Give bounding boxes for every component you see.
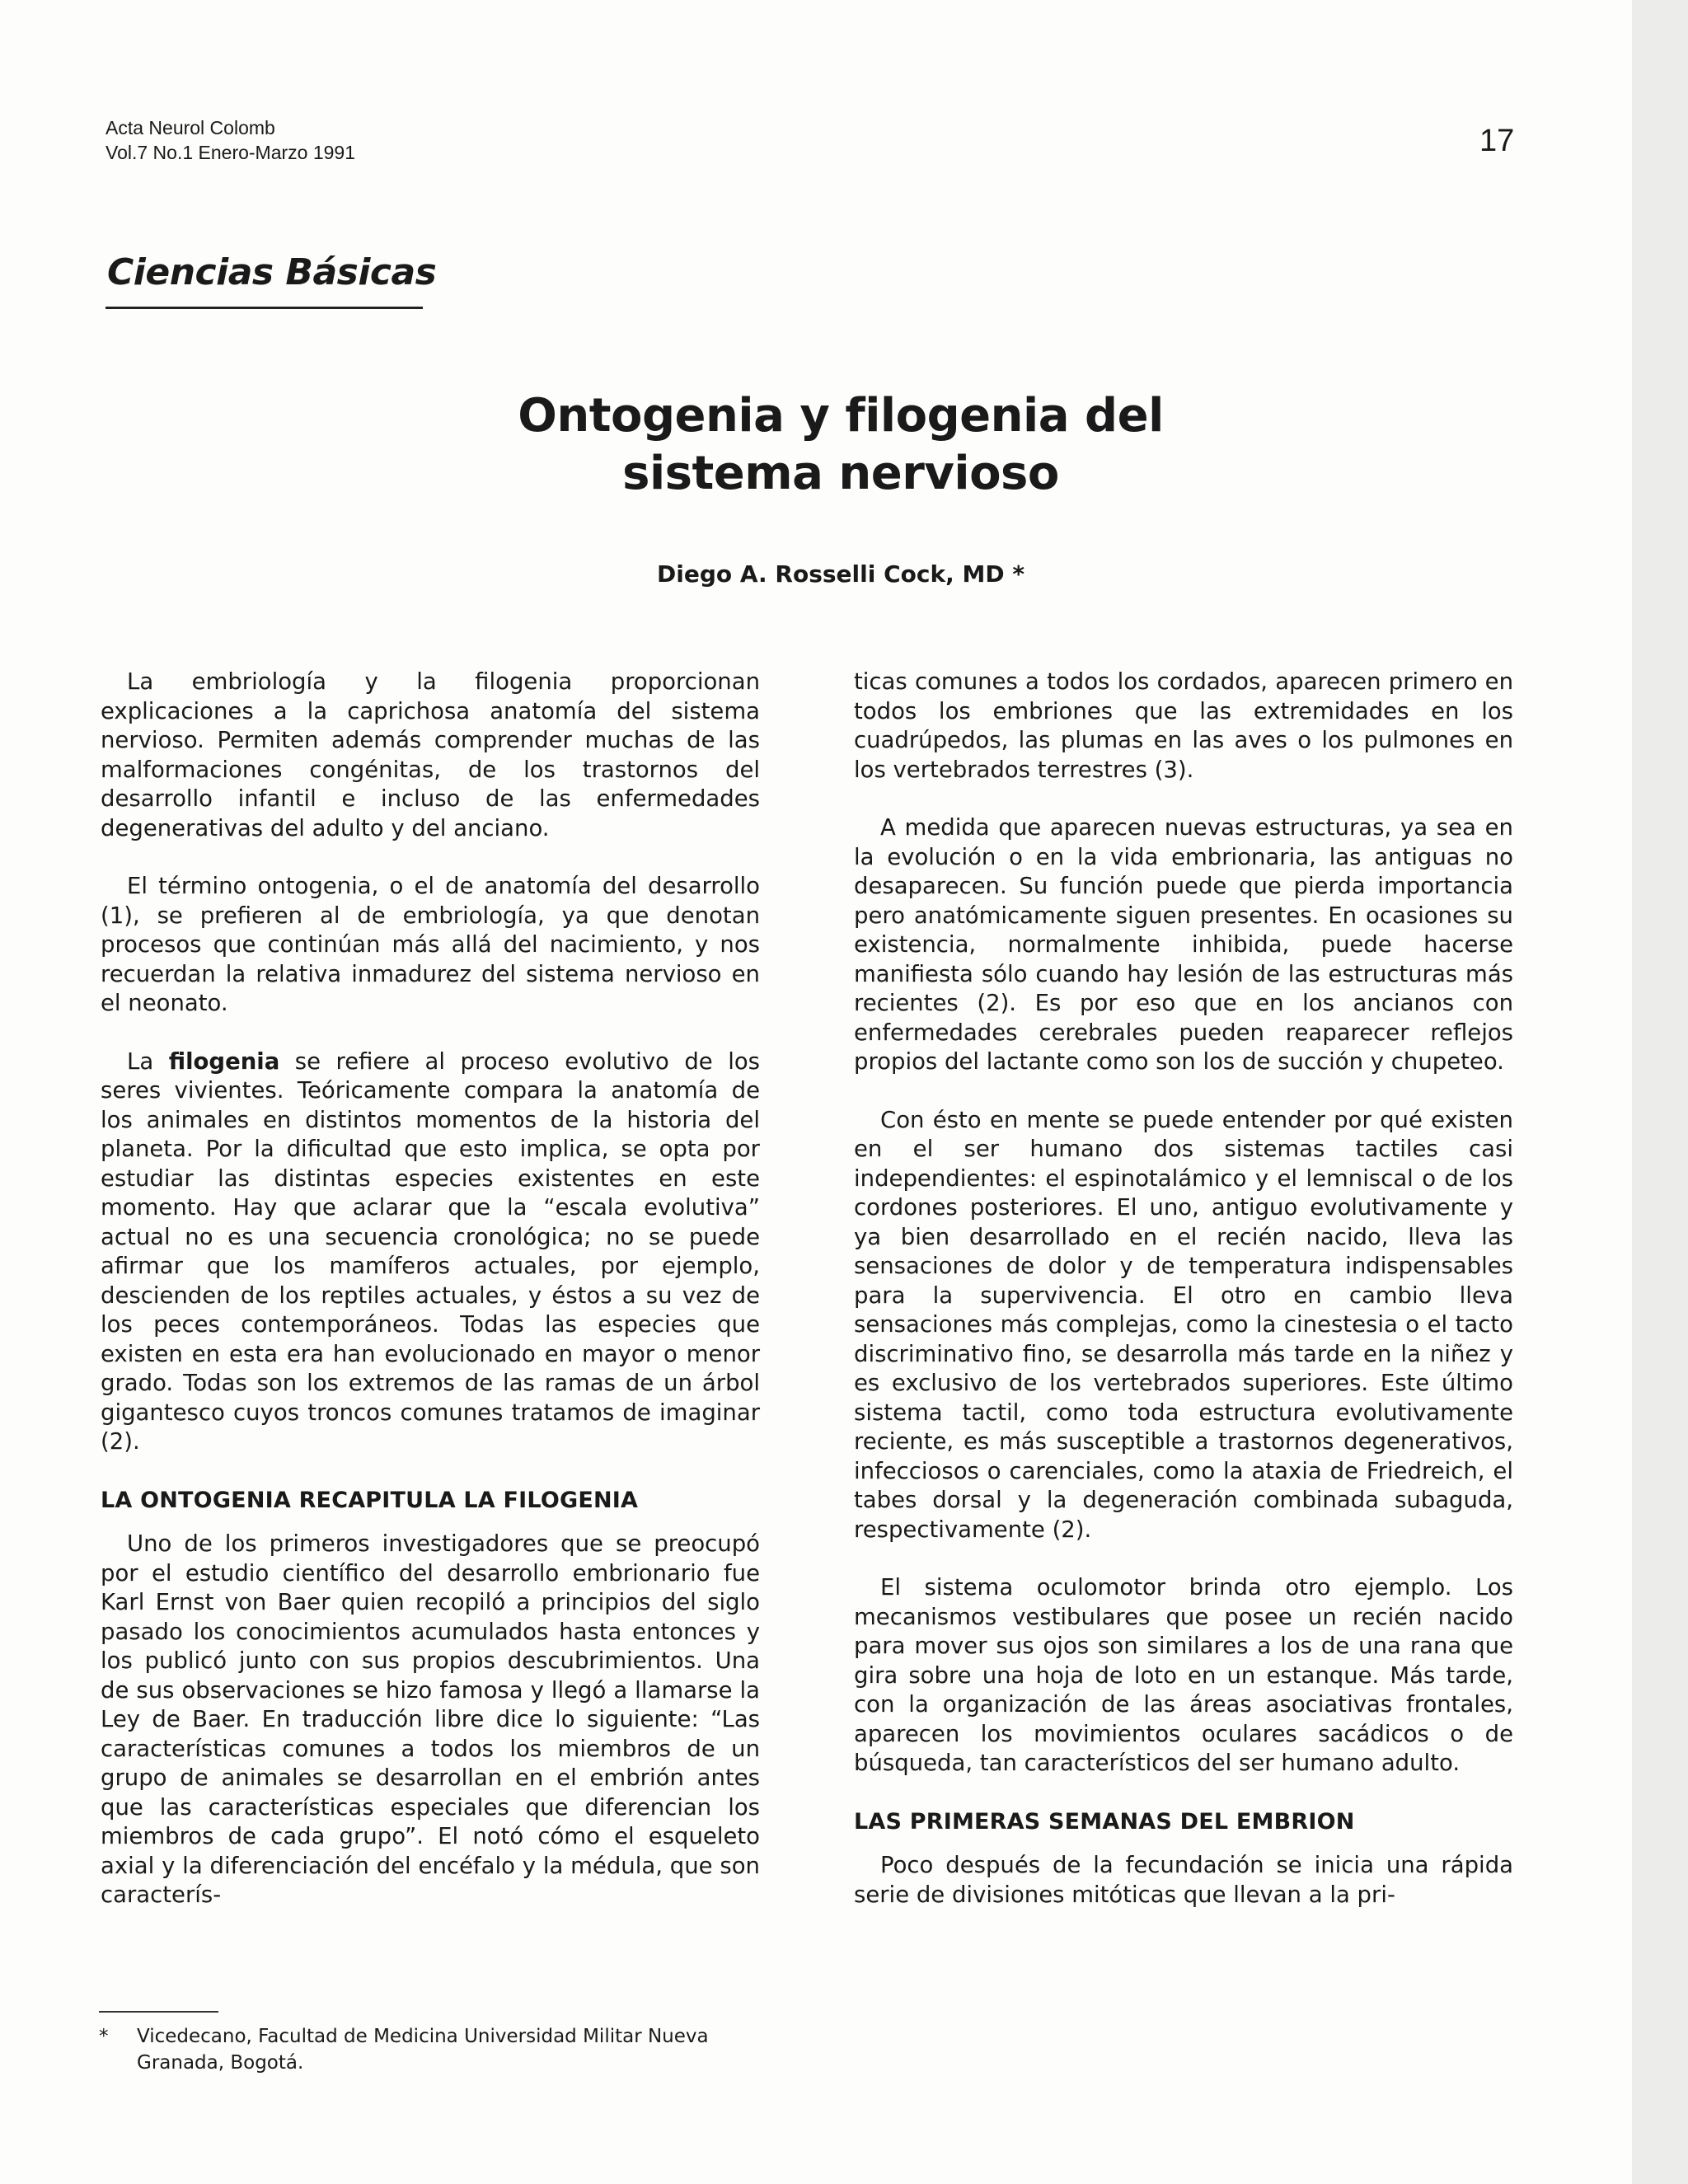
paragraph: La embriología y la filogenia proporcionan explicaciones a la caprichosa anatomía del sistema nervioso. Permiten además comprender muchas de las malformaciones congénitas, de los trastornos del desarrollo infantil e incluso de las enfermedades degenerativas del adulto y del anciano. bbox=[101, 668, 760, 841]
footnote-mark: * bbox=[99, 2026, 109, 2047]
paragraph: Con ésto en mente se puede entender por qué existen en el ser humano dos sistemas tactiles casi independientes: el espinotalámico y el lemniscal o de los cordones posteriores. El uno, antiguo evolutivamente y ya bien desarrollado en el recién nacido, lleva las sensaciones de dolor y de temperatura indispensables para la supervivencia. El otro en cambio lleva sensaciones más complejas, como la cinestesia o el tacto discriminativo fino, se desarrolla más tarde en la niñez y es exclusivo de los vertebrados superiores. Este último sistema tactil, como toda estructura evolutivamente reciente, es más susceptible a trastornos degenerativos, infecciosos o carenciales, como la ataxia de Friedreich, el tabes dorsal y la degeneración combinada subaguda, respectivamente (2). bbox=[854, 1106, 1513, 1543]
section-heading: LAS PRIMERAS SEMANAS DEL EMBRION bbox=[854, 1808, 1355, 1835]
paragraph: Uno de los primeros investigadores que se preocupó por el estudio científico del desarrollo embrionario fue Karl Ernst von Baer quien recopiló a principios del siglo pasado los conocimientos acumulados hasta entonces y los publicó junto con sus propios descubrimientos. Una de sus observaciones se hizo famosa y llegó a llamarse la Ley de Baer. En traducción libre dice lo siguiente: “Las características comunes a todos los miembros de un grupo de animales se desarrollan en el embrión antes que las características especiales que diferencian los miembros de cada grupo”. El notó cómo el esqueleto axial y la diferenciación del encéfalo y la médula, que son caracterís- bbox=[101, 1530, 760, 1908]
page-number: 17 bbox=[1479, 124, 1515, 158]
paragraph bbox=[101, 1047, 760, 1457]
paragraph-rest: se refiere al proceso evolutivo de los seres vivientes. Teóricamente compara la anatomía de los animales en distintos momentos de la historia del planeta. Por la dificultad que esto implica, se opta por estudiar las distintas especies existentes en este momento. Hay que aclarar que la “escala evolutiva” actual no es una secuencia cronológica; no se puede afirmar que los mamíferos actuales, por ejemplo, descienden de los reptiles actuales, y éstos a su vez de los peces contemporáneos. Todas las especies que existen en esta era han evolucionado en mayor o menor grado. Todas son los extremos de las ramas de un árbol gigantesco cuyos troncos comunes tratamos de imaginar (2). bbox=[101, 1047, 760, 1455]
left-column bbox=[101, 668, 760, 1939]
article-title bbox=[247, 387, 1434, 503]
journal-volume: Vol.7 No.1 Enero-Marzo 1991 bbox=[106, 142, 356, 163]
term-filogenia: filogenia bbox=[168, 1047, 280, 1075]
footnote-text: Vicedecano, Facultad de Medicina Universidad Militar Nueva Granada, Bogotá. bbox=[137, 2026, 709, 2074]
paragraph: A medida que aparecen nuevas estructuras, ya sea en la evolución o en la vida embrionaria, las antiguas no desaparecen. Su función puede que pierda importancia pero anatómicamente siguen presentes. En ocasiones su existencia, normalmente inhibida, puede hacerse manifiesta sólo cuando hay lesión de las estructuras más recientes (2). Es por eso que en los ancianos con enfermedades cerebrales pueden reaparecer reflejos propios del lactante como son los de succión y chupeteo. bbox=[854, 814, 1513, 1075]
title-line-2: sistema nervioso bbox=[622, 447, 1059, 500]
journal-name: Acta Neurol Colomb bbox=[106, 117, 275, 138]
footnote bbox=[99, 2023, 775, 2076]
right-column bbox=[854, 668, 1513, 1938]
paragraph-lead: La bbox=[127, 1047, 169, 1075]
section-heading: LA ONTOGENIA RECAPITULA LA FILOGENIA bbox=[101, 1487, 639, 1513]
title-line-1: Ontogenia y filogenia del bbox=[518, 389, 1164, 443]
paragraph: El sistema oculomotor brinda otro ejemplo. Los mecanismos vestibulares que posee un recién nacido para mover sus ojos son similares a los de una rana que gira sobre una hoja de loto en un estanque. Más tarde, con la organización de las áreas asociativas frontales, aparecen los movimientos oculares sacádicos o de búsqueda, tan característicos del ser humano adulto. bbox=[854, 1574, 1513, 1776]
section-label: Ciencias Básicas bbox=[107, 251, 437, 293]
paragraph: ticas comunes a todos los cordados, aparecen primero en todos los embriones que las extremidades en los cuadrúpedos, las plumas en las aves o los pulmones en los vertebrados terrestres (3). bbox=[854, 668, 1513, 783]
paragraph: El término ontogenia, o el de anatomía del desarrollo (1), se prefieren al de embriología, ya que denotan procesos que continúan más allá del nacimiento, y nos recuerdan la relativa inmadurez del sistema nervioso en el neonato. bbox=[101, 873, 760, 1016]
paragraph: Poco después de la fecundación se inicia una rápida serie de divisiones mitóticas que llevan a la pri- bbox=[854, 1852, 1513, 1908]
section-underline bbox=[106, 307, 423, 309]
scan-edge bbox=[1632, 0, 1688, 2184]
author-line: Diego A. Rosselli Cock, MD * bbox=[657, 560, 1025, 588]
footnote-rule bbox=[99, 2011, 218, 2013]
running-header bbox=[106, 115, 355, 165]
